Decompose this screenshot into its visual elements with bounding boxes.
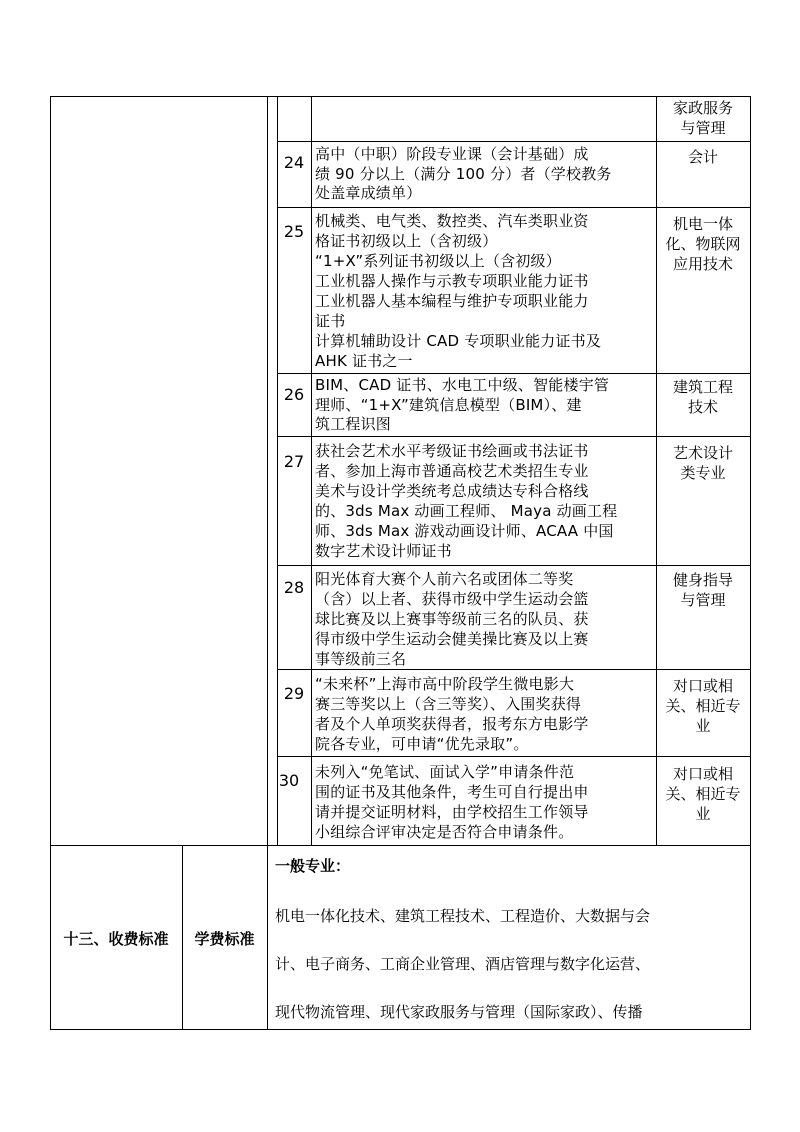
major-cell [656, 98, 750, 138]
fee-heading: 一般专业： [275, 857, 351, 875]
condition-cell [311, 762, 656, 842]
condition-line: 机械类、电气类、数控类、汽车类职业资 [315, 212, 589, 230]
condition-line: 师、3ds Max 游戏动画设计师、ACAA 中国 [315, 522, 614, 540]
major-line: 与管理 [680, 591, 726, 609]
item-label: 学费标准 [194, 930, 255, 948]
condition-line: 阳光体育大赛个人前六名或团体二等奖 [315, 570, 574, 588]
row-divider [277, 669, 750, 670]
condition-line: AHK 证书之一 [315, 352, 413, 370]
row-number: 30 [278, 771, 300, 790]
major-cell [656, 443, 750, 483]
row-divider [277, 141, 750, 142]
fee-content [267, 856, 750, 1022]
row-divider [277, 756, 750, 757]
major-line: 艺术设计 [672, 444, 733, 462]
fee-line: 机电一体化技术、建筑工程技术、工程造价、大数据与会 [275, 907, 651, 925]
border-left [50, 96, 51, 1030]
col-divider [267, 96, 268, 846]
condition-line: 事等级前三名 [315, 650, 407, 668]
row-divider [277, 565, 750, 566]
major-line: 会计 [687, 148, 718, 166]
condition-line: 小组综合评审决定是否符合申请条件。 [315, 823, 574, 841]
section-label: 十三、收费标准 [63, 930, 169, 948]
condition-line: 数字艺术设计师证书 [315, 542, 452, 560]
major-line: 类专业 [680, 464, 726, 482]
condition-line: 美术与设计学类统考总成绩达专科合格线 [315, 482, 589, 500]
condition-line: 球比赛及以上赛事等级前三名的队员、获 [315, 610, 589, 628]
major-cell [656, 676, 750, 736]
major-cell [656, 147, 750, 167]
major-line: 对口或相 [672, 677, 733, 695]
condition-cell [311, 441, 656, 561]
major-line: 关、相近专 [665, 697, 741, 715]
condition-line: 的、3ds Max 动画工程师、 Maya 动画工程 [315, 502, 618, 520]
major-line: 业 [695, 805, 711, 823]
condition-line: 者、参加上海市普通高校艺术类招生专业 [315, 462, 589, 480]
row-number: 29 [283, 684, 305, 703]
condition-cell [311, 569, 656, 669]
condition-line: BIM、CAD 证书、水电工中级、智能楼宇管 [315, 376, 610, 394]
major-line: 应用技术 [672, 255, 733, 273]
condition-line: 计算机辅助设计 CAD 专项职业能力证书及 [315, 332, 602, 350]
condition-line: 获社会艺术水平考级证书绘画或书法证书 [315, 442, 589, 460]
row-number: 24 [283, 153, 305, 172]
condition-line: 理师、“1+X”建筑信息模型（BIM）、建 [315, 395, 582, 414]
major-cell [656, 764, 750, 824]
major-cell [656, 570, 750, 610]
major-cell [656, 377, 750, 417]
col-divider [277, 96, 278, 846]
row-number: 26 [283, 385, 305, 404]
condition-line: “1+X”系列证书初级以上（含初级） [315, 252, 561, 270]
major-line: 与管理 [680, 119, 726, 137]
major-line: 健身指导 [672, 571, 733, 589]
section-divider [50, 845, 750, 846]
row-number: 25 [283, 222, 305, 241]
condition-line: 高中（中职）阶段专业课（会计基础）成 [315, 145, 589, 163]
condition-line: 筑工程识图 [315, 415, 392, 433]
major-line: 技术 [687, 398, 718, 416]
condition-line: 赛三等奖以上（含三等奖）、入围奖获得 [315, 695, 582, 713]
condition-line: 绩 90 分以上（满分 100 分）者（学校教务 [315, 164, 612, 183]
condition-line: 未列入“免笔试、面试入学”申请条件范 [315, 763, 575, 781]
row-number: 28 [283, 578, 305, 597]
condition-cell [311, 145, 656, 204]
condition-line: “未来杯”上海市高中阶段学生微电影大 [315, 675, 575, 693]
border-top [50, 96, 750, 97]
condition-line: 处盖章成绩单） [315, 184, 422, 202]
border-bottom [50, 1029, 750, 1030]
major-line: 对口或相 [672, 765, 733, 783]
major-line: 业 [695, 717, 711, 735]
major-line: 建筑工程 [672, 378, 733, 396]
condition-line: 格证书初级以上（含初级） [315, 232, 498, 250]
condition-cell [311, 376, 656, 435]
row-divider [277, 373, 750, 374]
major-line: 家政服务 [672, 99, 733, 117]
row-number: 27 [283, 452, 305, 471]
row-divider [277, 436, 750, 437]
major-cell [656, 214, 750, 274]
condition-cell [311, 211, 656, 371]
condition-line: （含）以上者、获得市级中学生运动会篮 [315, 590, 589, 608]
fee-line: 计、电子商务、工商企业管理、酒店管理与数字化运营、 [275, 955, 651, 973]
condition-line: 者及个人单项奖获得者，报考东方电影学 [315, 715, 589, 733]
fee-line: 现代物流管理、现代家政服务与管理（国际家政）、传播 [275, 1003, 643, 1021]
condition-line: 得市级中学生运动会健美操比赛及以上赛 [315, 630, 589, 648]
condition-line: 工业机器人操作与示教专项职业能力证书 [315, 272, 589, 290]
condition-line: 证书 [315, 312, 346, 330]
row-divider [277, 207, 750, 208]
major-line: 机电一体 [672, 215, 733, 233]
major-line: 关、相近专 [665, 785, 741, 803]
condition-line: 围的证书及其他条件，考生可自行提出申 [315, 783, 589, 801]
major-line: 化、物联网 [665, 235, 741, 253]
condition-line: 请并提交证明材料，由学校招生工作领导 [315, 803, 589, 821]
condition-line: 工业机器人基本编程与维护专项职业能力 [315, 292, 589, 310]
border-right [750, 96, 751, 1030]
condition-line: 院各专业，可申请“优先录取”。 [315, 735, 529, 753]
condition-cell [311, 674, 656, 754]
